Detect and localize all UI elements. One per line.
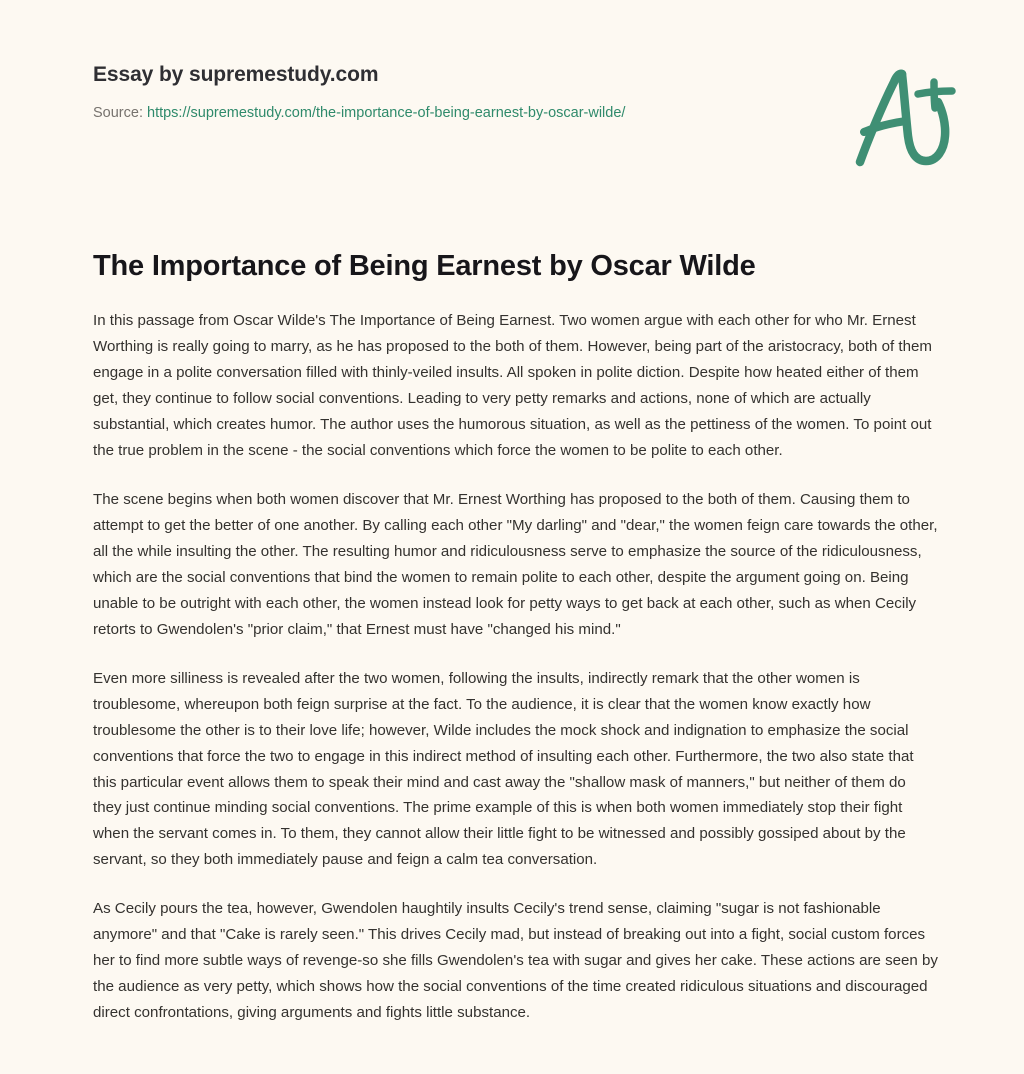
essay-by-heading: Essay by supremestudy.com xyxy=(93,63,379,86)
article-paragraph: The scene begins when both women discover that Mr. Ernest Worthing has proposed to the both of them. Causing them to attempt to get the better of one another. By calling each other "My darling" and "dear," the women feign care towards the other, all the while insulting the other. The resulting humor and ridiculousness serve to emphasize the source of the ridiculousness, which are the social conventions that bind the women to remain polite to each other, despite the argument going on. Being unable to be outright with each other, the women instead look for petty ways to get back at each other, such as when Cecily retorts to Gwendolen's "prior claim," that Ernest must have "changed his mind." xyxy=(93,490,938,638)
article-paragraph: In this passage from Oscar Wilde's The Importance of Being Earnest. Two women argue with each other for who Mr. Ernest Worthing is really going to marry, as he has proposed to the both of them. However, being part of the aristocracy, both of them engage in a polite conversation filled with thinly-veiled insults. All spoken in polite diction. Despite how heated either of them get, they continue to follow social conventions. Leading to very petty remarks and actions, none of which are actually substantial, which creates humor. The author uses the humorous situation, as well as the pettiness of the women. To point out the true problem in the scene - the social conventions which force the women to be polite to each other. xyxy=(93,312,932,460)
source-label: Source: xyxy=(93,105,147,122)
article-body xyxy=(93,284,938,1026)
source-line xyxy=(93,87,793,123)
a-plus-logo-icon xyxy=(842,62,962,172)
page-title: The Importance of Being Earnest by Oscar Wilde xyxy=(93,250,756,282)
article-paragraph: Even more silliness is revealed after the two women, following the insults, indirectly remark that the other women is troublesome, whereupon both feign surprise at the fact. To the audience, it is clear that the women know exactly how troublesome the other is to their love life; however, Wilde includes the mock shock and indignation to emphasize the social conventions that force the two to engage in this indirect method of insulting each other. Furthermore, the two also state that this particular event allows them to speak their mind and cast away the "shallow mask of manners," but neither of them do they just continue minding social conventions. The prime example of this is when both women immediately stop their fight when the servant comes in. To them, they cannot allow their little fight to be witnessed and possibly gossiped about by the servant, so they both immediately pause and feign a calm tea conversation. xyxy=(93,669,914,869)
a-plus-logo[interactable] xyxy=(842,62,962,172)
article-paragraph: As Cecily pours the tea, however, Gwendolen haughtily insults Cecily's trend sense, claiming "sugar is not fashionable anymore" and that "Cake is rarely seen." This drives Cecily mad, but instead of breaking out into a fight, social custom forces her to find more subtle ways of revenge-so she fills Gwendolen's tea with sugar and gives her cake. These actions are seen by the audience as very petty, which shows how the social conventions of the time created ridiculous situations and discouraged direct confrontations, giving arguments and fights little substance. xyxy=(93,900,938,1022)
article xyxy=(93,248,938,1026)
source-url-link[interactable]: https://supremestudy.com/the-importance-of-being-earnest-by-oscar-wilde/ xyxy=(147,105,626,122)
page-header xyxy=(0,0,1024,200)
brand-block xyxy=(93,62,793,123)
